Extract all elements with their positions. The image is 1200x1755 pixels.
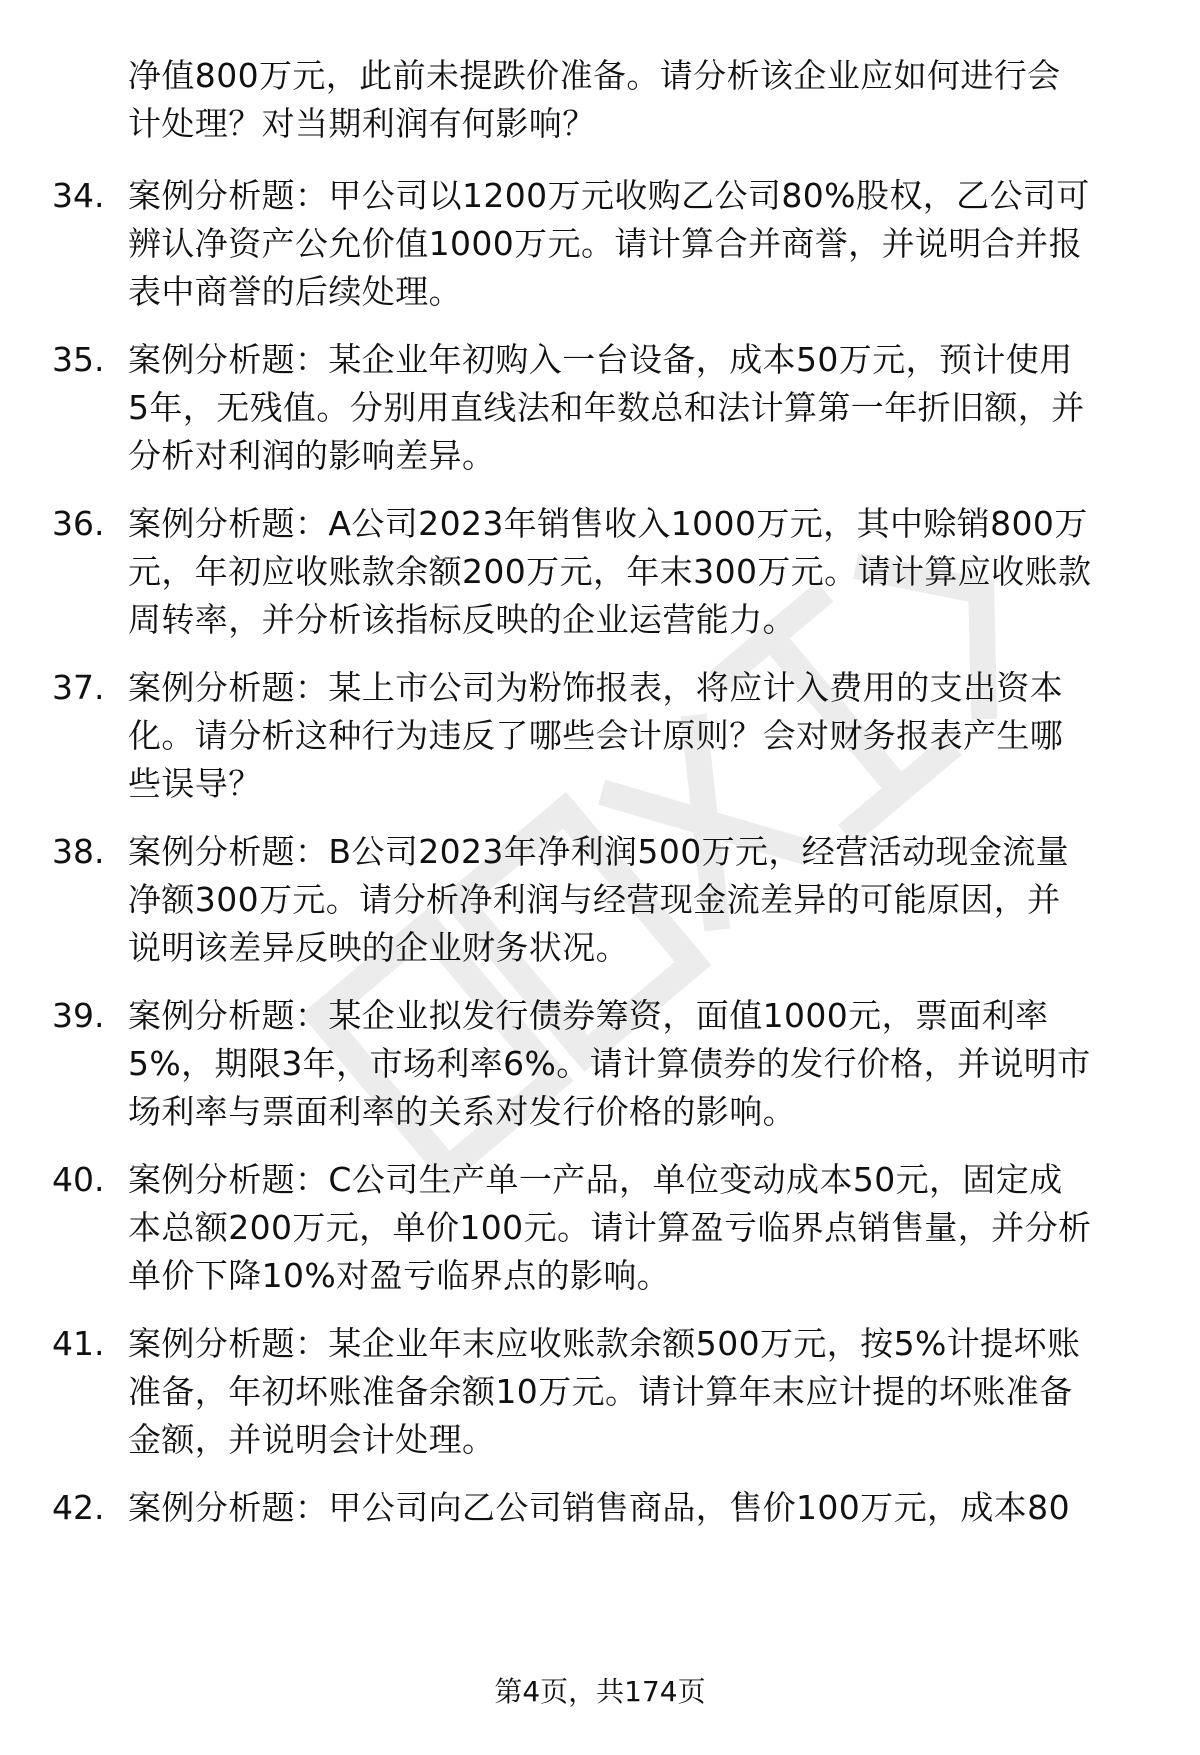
- page-footer: 第4页，共174页: [494, 1675, 706, 1708]
- question-line: 案例分析题：甲公司以1200万元收购乙公司80%股权，乙公司可: [128, 176, 1090, 215]
- question-line: 案例分析题：A公司2023年销售收入1000万元，其中赊销800万: [128, 504, 1088, 543]
- question-line: 案例分析题：某企业拟发行债券筹资，面值1000元，票面利率: [128, 996, 1049, 1035]
- question-line: 分析对利润的影响差异。: [128, 436, 496, 475]
- question-number: 42.: [52, 1488, 105, 1527]
- question-number: 35.: [52, 340, 105, 379]
- question-number: 34.: [52, 176, 105, 215]
- question-number: 38.: [52, 832, 105, 871]
- question-number: 36.: [52, 504, 105, 543]
- question-number: 39.: [52, 996, 105, 1035]
- question-line: 5%，期限3年，市场利率6%。请计算债券的发行价格，并说明市: [128, 1044, 1091, 1083]
- question-line: 说明该差异反映的企业财务状况。: [128, 928, 629, 967]
- question-number: 37.: [52, 668, 105, 707]
- question-line: 案例分析题：某企业年末应收账款余额500万元，按5%计提坏账: [128, 1324, 1081, 1363]
- question-line: 单价下降10%对盈亏临界点的影响。: [128, 1256, 671, 1295]
- question-line: 案例分析题：C公司生产单一产品，单位变动成本50元，固定成: [128, 1160, 1063, 1199]
- question-line: 化。请分析这种行为违反了哪些会计原则？会对财务报表产生哪: [128, 716, 1064, 755]
- question-line: 净额300万元。请分析净利润与经营现金流差异的可能原因，并: [128, 880, 1061, 919]
- question-line: 案例分析题：某上市公司为粉饰报表，将应计入费用的支出资本: [128, 668, 1064, 707]
- question-line: 案例分析题：B公司2023年净利润500万元，经营活动现金流量: [128, 832, 1070, 871]
- question-number: 40.: [52, 1160, 105, 1199]
- question-line: 些误导？: [128, 764, 262, 803]
- continuation-line: 计处理？对当期利润有何影响？: [128, 104, 596, 143]
- question-line: 元，年初应收账款余额200万元，年末300万元。请计算应收账款: [128, 552, 1092, 591]
- question-line: 周转率，并分析该指标反映的企业运营能力。: [128, 600, 796, 639]
- question-line: 表中商誉的后续处理。: [128, 272, 462, 311]
- continuation-line: 净值800万元，此前未提跌价准备。请分析该企业应如何进行会: [128, 56, 1061, 95]
- question-line: 辨认净资产公允价值1000万元。请计算合并商誉，并说明合并报: [128, 224, 1082, 263]
- question-line: 案例分析题：某企业年初购入一台设备，成本50万元，预计使用: [128, 340, 1073, 379]
- question-number: 41.: [52, 1324, 105, 1363]
- question-line: 案例分析题：甲公司向乙公司销售商品，售价100万元，成本80: [128, 1488, 1070, 1527]
- question-line: 本总额200万元，单价100元。请计算盈亏临界点销售量，并分析: [128, 1208, 1092, 1247]
- question-line: 准备，年初坏账准备余额10万元。请计算年末应计提的坏账准备: [128, 1372, 1073, 1411]
- question-line: 金额，并说明会计处理。: [128, 1420, 496, 1459]
- question-line: 场利率与票面利率的关系对发行价格的影响。: [128, 1092, 796, 1131]
- question-line: 5年，无残值。分别用直线法和年数总和法计算第一年折旧额，并: [128, 388, 1085, 427]
